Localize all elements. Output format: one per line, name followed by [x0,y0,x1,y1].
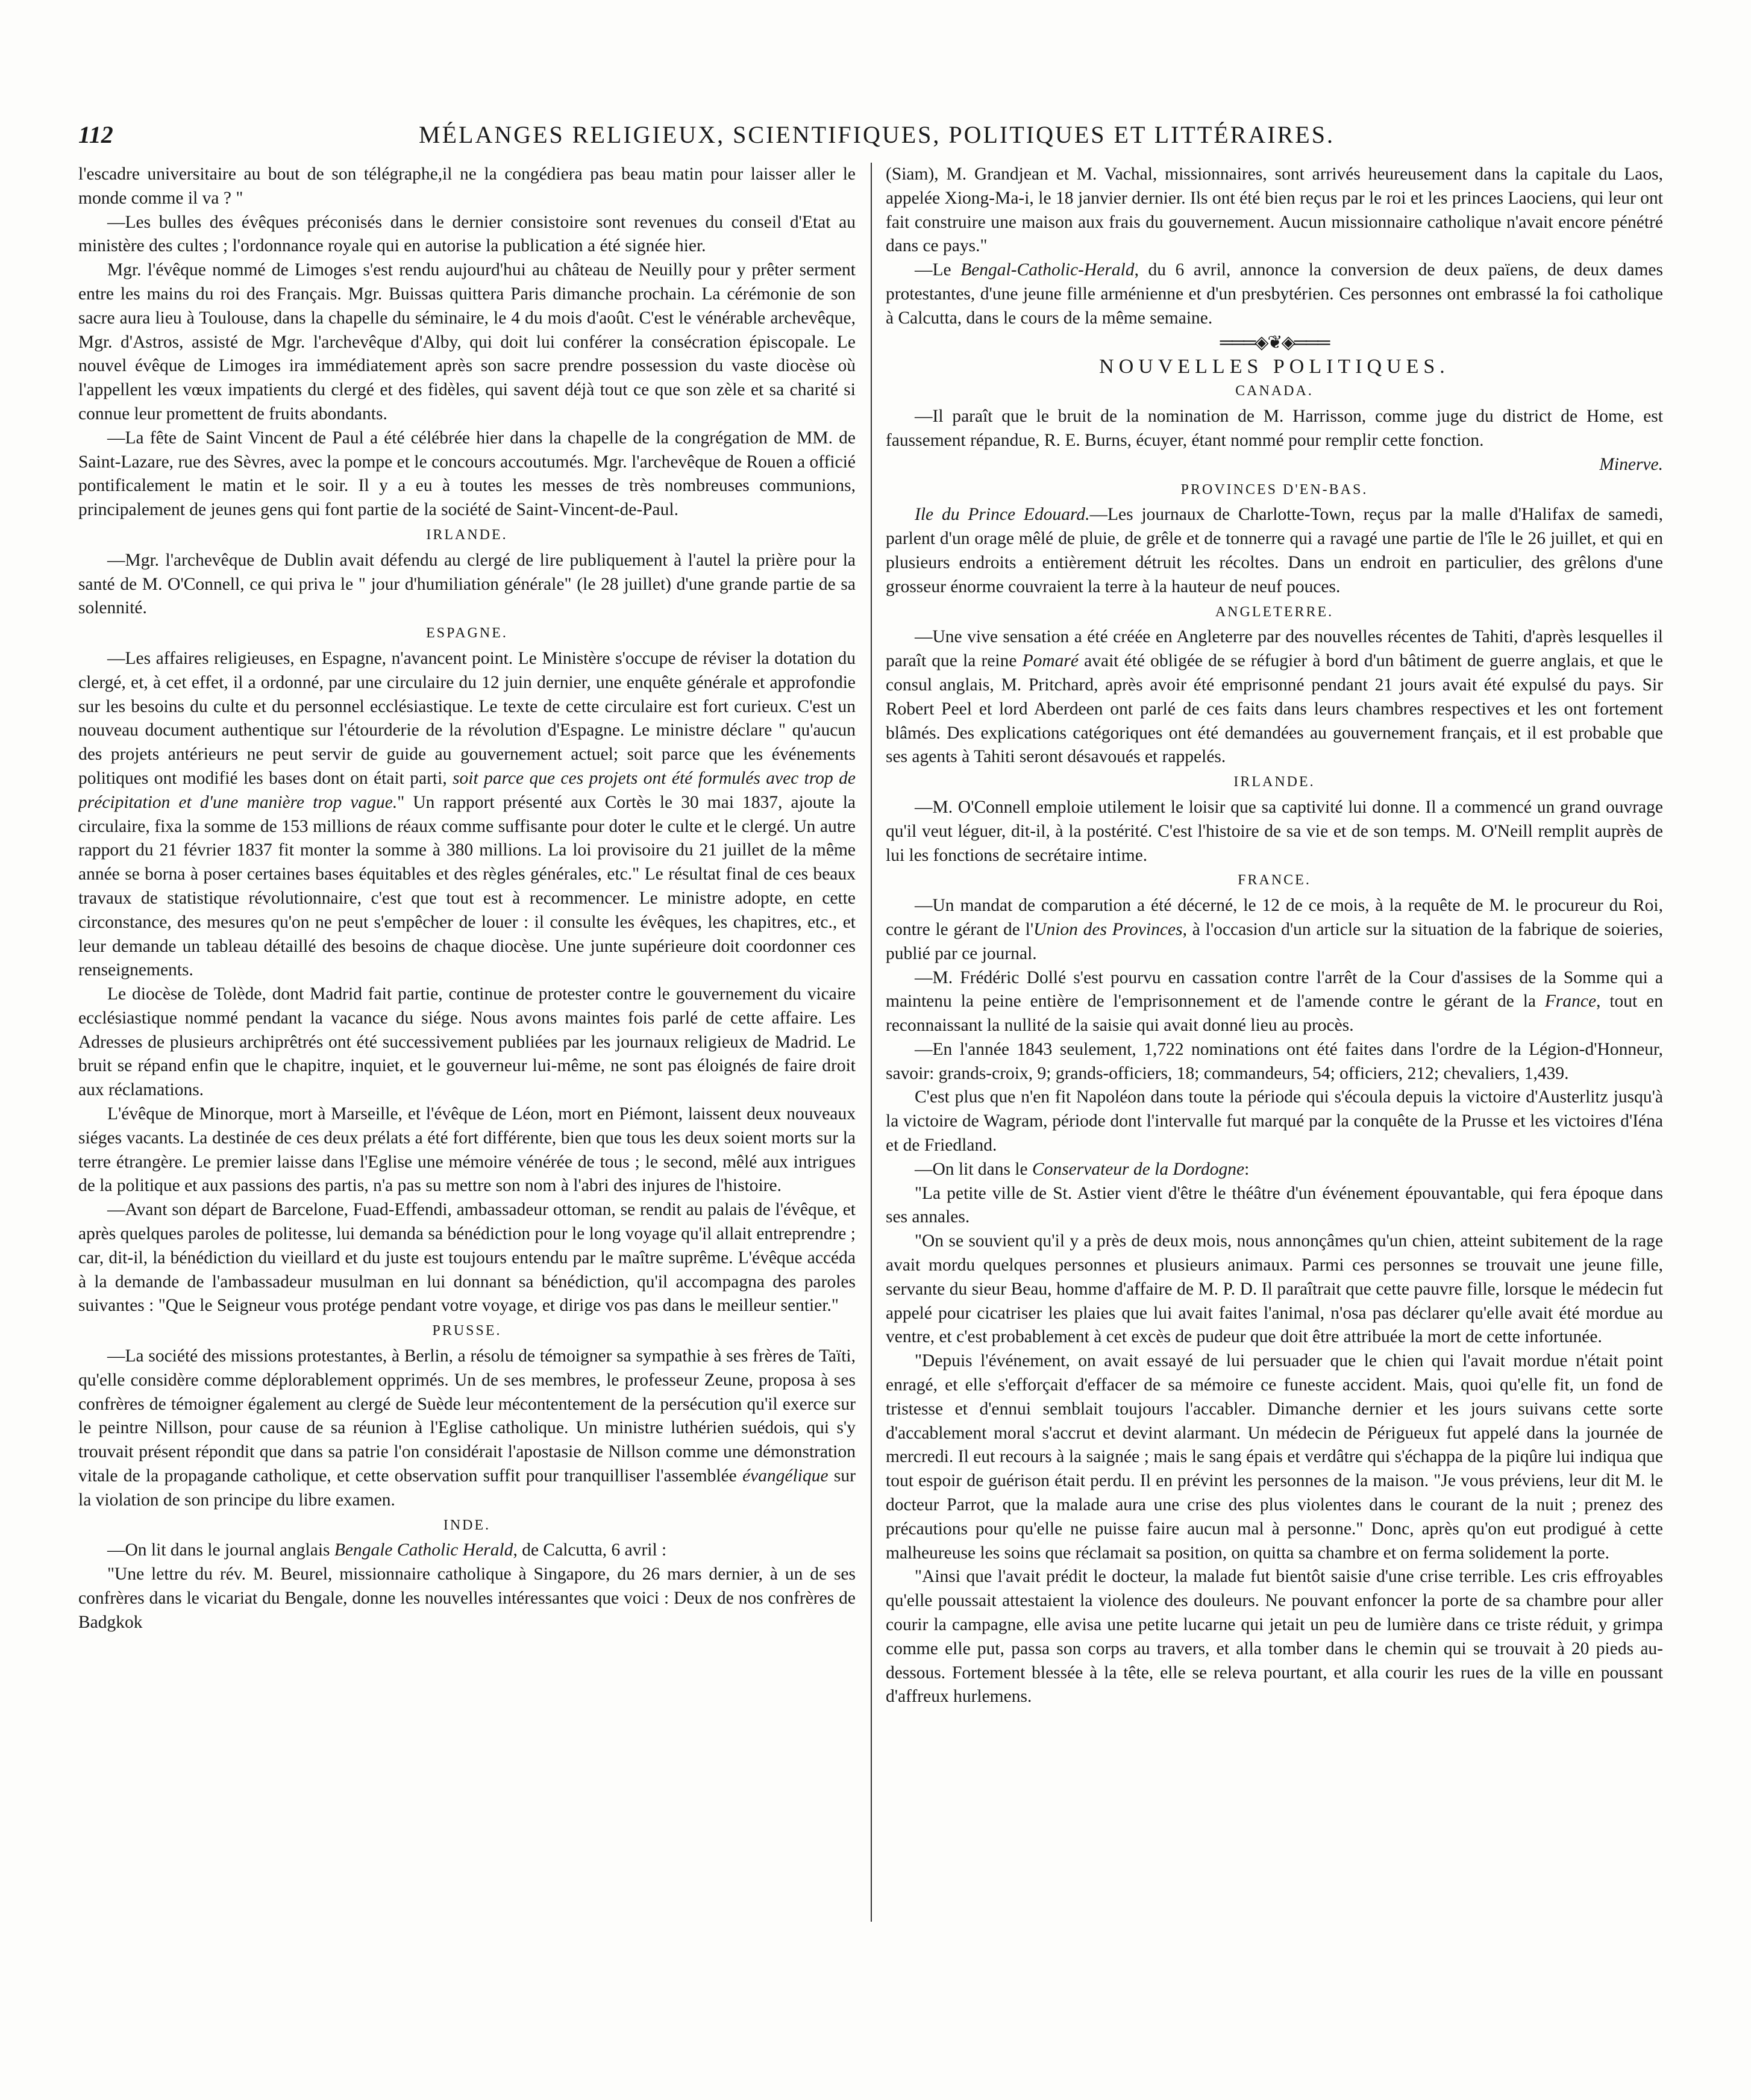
article-paragraph: —Une vive sensation a été créée en Angleterre par des nouvelles récentes de Tahiti, d'après lesquelles il paraît que la reine Pomaré avait été obligée de se réfugier à bord d'un bâtiment de guerre anglais, et que le consul anglais, M. Pritchard, après avoir été emprisonné pendant 21 jours avait été expulsé du pays. Sir Robert Peel et lord Aberdeen ont parlé de ces faits dans leurs chambres respectives et les ont fortement blâmés. Des explications catégoriques ont été demandées au gouvernement français, et il est probable que ses agents à Tahiti seront désavoués et rappelés. [886,627,1663,767]
article-paragraph: —Les affaires religieuses, en Espagne, n'avancent point. Le Ministère s'occupe de réviser la dotation du clergé, et, à cet effet, il a ordonné, par une circulaire du 12 juin dernier, une enquête générale et approfondie sur les besoins du culte et du personnel ecclésiastique. Le texte de cette circulaire est fort curieux. C'est un nouveau document authentique sur l'étourderie de la révolution d'Espagne. Le ministre déclare " qu'aucun des projets antérieurs ne peut servir de guide au gouvernement actuel; soit parce que les événements politiques ont modifié les bases dont on était parti, soit parce que ces projets ont été formulés avec trop de précipitation et d'une manière trop vague." Un rapport présenté aux Cortès le 30 mai 1837, ajoute la circulaire, fixa la somme de 153 millions de réaux comme suffisante pour doter le culte et le clergé. Un autre rapport du 21 février 1837 fit monter la somme à 380 millions. La loi provisoire du 21 juillet de la même année se borna à poser certaines bases équitables et des règles générales, etc." Le résultat final de ces beaux travaux de statistique révolutionnaire, c'est que tout est à recommencer. Le ministre adopte, en cette circonstance, des mesures qu'on ne peut s'empêcher de louer : il consulte les évêques, les chapitres, etc., et leur demande un tableau détaillé des besoins de chaque diocèse. Une junte supérieure doit coordonner ces renseignements. [78,648,856,980]
italic-word: évangélique [742,1466,829,1486]
newspaper-title: Bengale Catholic Herald [334,1540,513,1560]
article-paragraph: —En l'année 1843 seulement, 1,722 nominations ont été faites dans l'ordre de la Légion-d'Honneur, savoir: grands-croix, 9; grands-officiers, 18; commandeurs, 54; officiers, 212; chevaliers, 1,439. [886,1039,1663,1083]
article-paragraph: Le diocèse de Tolède, dont Madrid fait partie, continue de protester contre le gouvernement du vicaire ecclésiastique nommé pendant la vacance du siége. Nous avons maintes fois parlé de cette affaire. Les Adresses de plusieurs archiprêtrés ont été successivement publiées par les journaux religieux de Madrid. Le bruit se répand enfin que le chapitre, inquiet, et le gouverneur lui-même, ne sont pas éloignés de faire droit aux réclamations. [78,984,856,1100]
article-paragraph: —On lit dans le Conservateur de la Dordogne: [915,1159,1250,1179]
article-paragraph: Mgr. l'évêque nommé de Limoges s'est rendu aujourd'hui au château de Neuilly pour y prêter serment entre les mains du roi des Français. Mgr. Buissas quittera Paris dimanche prochain. La cérémonie de son sacre aura lieu à Toulouse, dans la chapelle du séminaire, le 4 du mois d'août. C'est le vénérable archevêque, Mgr. d'Astros, assisté de Mgr. l'archevêque d'Alby, qui doit lui conférer la consécration épiscopale. Le nouvel évêque de Limoges ira immédiatement après son sacre prendre possession du vaste diocèse où l'appellent les vœux impatients du clergé et des fidèles, qui savent déjà tout ce que son zèle et sa charité si connue leur promettent de fruits abondants. [78,260,856,423]
running-title: MÉLANGES RELIGIEUX, SCIENTIFIQUES, POLITIQUES ET LITTÉRAIRES. [419,121,1335,148]
article-paragraph: —Les bulles des évêques préconisés dans le dernier consistoire sont revenues du conseil d'Etat au ministère des cultes ; l'ordonnance royale qui en autorise la publication a été signée hier. [78,212,856,256]
article-paragraph: "On se souvient qu'il y a près de deux mois, nous annonçâmes qu'un chien, atteint subitement de la rage avait mordu quelques personnes et plusieurs animaux. Parmi ces personnes se trouvait une jeune fille, servante du sieur Beau, homme d'affaire de M. P. D. Il paraîtrait que cette pauvre fille, lorsque le médecin fut appelé pour cicatriser les plaies que lui avait faites l'animal, n'osa pas déclarer qu'elle avait été mordue au ventre, et c'est probablement à cet excès de pudeur que doit être attribuée la mort de cette infortunée. [886,1231,1663,1347]
page-header [78,120,1675,157]
italic-name: Pomaré [1022,651,1079,671]
section-heading-france: FRANCE. [1238,872,1311,889]
section-heading-canada: CANADA. [1235,383,1314,399]
article-paragraph: C'est plus que n'en fit Napoléon dans toute la période qui s'écoula depuis la victoire d'Austerlitz jusqu'à la victoire de Wagram, période dont l'intervalle fut marqué par la conquête de la Prusse et les victoires d'Iéna et de Friedland. [886,1087,1663,1155]
place-name: Ile du Prince Edouard. [915,505,1090,525]
left-column [78,163,856,1922]
section-heading-angleterre: ANGLETERRE. [1215,604,1334,620]
section-heading-prusse: PRUSSE. [432,1323,502,1339]
newspaper-title: Union des Provinces [1033,919,1183,939]
section-heading-inde: INDE. [443,1517,491,1533]
article-paragraph: —Mgr. l'archevêque de Dublin avait défendu au clergé de lire publiquement à l'autel la prière pour la santé de M. O'Connell, ce qui priva le " jour d'humiliation générale" (le 28 juillet) d'une grande partie de sa solennité. [78,550,856,618]
newspaper-title: Bengal-Catholic-Herald [960,260,1135,280]
section-heading-nouvelles-politiques: NOUVELLES POLITIQUES. [1099,355,1450,378]
article-paragraph: (Siam), M. Grandjean et M. Vachal, missionnaires, sont arrivés heureusement dans la capitale du Laos, appelée Xiong-Ma-i, le 18 janvier dernier. Ils ont été bien reçus par le roi et les princes Laociens, qui leur ont fait construire une maison aux frais du gouvernement. Aucun missionnaire catholique n'avait encore pénétré dans ce pays." [886,164,1663,256]
source-signature: Minerve. [1599,454,1663,474]
article-paragraph: —M. O'Connell emploie utilement le loisir que sa captivité lui donne. Il a commencé un grand ouvrage qu'il veut léguer, dit-il, à la postérité. C'est l'histoire de sa vie et de son temps. M. O'Neill remplit auprès de lui les fonctions de secrétaire intime. [886,797,1663,865]
article-paragraph: Ile du Prince Edouard.—Les journaux de Charlotte-Town, reçus par la malle d'Halifax de samedi, parlent d'un orage mêlé de pluie, de grêle et de tonnerre qui a ravagé une partie de l'île le 26 juillet, et qui en plusieurs endroits a entièrement détruit les récoltes. Dans un endroit en particulier, des grêlons d'une grosseur énorme couvraient la terre à la hauteur de neuf pouces. [886,505,1663,596]
article-paragraph: —La société des missions protestantes, à Berlin, a résolu de témoigner sa sympathie à ses frères de Taïti, qu'elle considère comme déplorablement opprimés. Un de ses membres, le professeur Zeune, proposa à ses confrères de témoigner également au clergé de Suède leur mécontentement de la persécution qu'il exerce sur le peintre Nillson, pour cause de sa réunion à l'Eglise catholique. Un ministre luthérien suédois, qui s'y trouvait présent répondit que dans sa patrie l'on considérait l'apostasie de Nillson comme une démonstration vitale de la propagande catholique, et cette observation suffit pour tranquilliser l'assemblée évangélique sur la violation de son principe du libre examen. [78,1346,856,1510]
italic-quote: soit parce que ces projets ont été formulés avec trop de précipitation et d'une manière trop vague. [78,768,856,812]
article-paragraph: —Avant son départ de Barcelone, Fuad-Effendi, ambassadeur ottoman, se rendit au palais de l'évêque, et après quelques paroles de politesse, lui demanda sa bénédiction pour le long voyage qu'il allait entreprendre ; car, dit-il, la bénédiction du vieillard et du juste est toujours entendu par le maître suprême. L'évêque accéda à la demande de l'ambassadeur musulman en lui donnant sa bénédiction, qu'il accompagna des paroles suivantes : "Que le Seigneur vous protége pendant votre voyage, et dirige vos pas dans le meilleur sentier." [78,1200,856,1316]
article-paragraph: —M. Frédéric Dollé s'est pourvu en cassation contre l'arrêt de la Cour d'assises de la Somme qui a maintenu la peine entière de l'emprisonnement et de l'amende contre le gérant de la France, tout en reconnaissant la nullité de la saisie qui avait donné lieu au procès. [886,967,1663,1036]
right-column [886,163,1663,1922]
section-heading-irlande: IRLANDE. [426,527,508,543]
newspaper-title: Conservateur de la Dordogne [1032,1159,1245,1179]
article-paragraph: —La fête de Saint Vincent de Paul a été célébrée hier dans la chapelle de la congrégation de MM. de Saint-Lazare, rue des Sèvres, avec la pompe et le concours accoutumés. Mgr. l'archevêque de Rouen a officié pontificalement le matin et le soir. Il y a eu à toutes les messes de très nombreuses communions, principalement de jeunes gens qui font partie de la société de Saint-Vincent-de-Paul. [78,428,856,520]
section-heading-provinces: PROVINCES D'EN-BAS. [1180,481,1368,498]
page-number: 112 [78,121,113,148]
article-paragraph: "Depuis l'événement, on avait essayé de lui persuader que le chien qui l'avait mordue n'était point enragé, et elle s'efforçait d'effacer de sa mémoire ce funeste accident. Mais, quoi qu'elle fit, un fond de tristesse et d'ennui semblait toujours l'accabler. Dimanche dernier et les jours suivans cette sorte d'accablement moral s'accrut et devint alarmant. Un médecin de Périgueux fut appelé dans la journée de mercredi. Il eut recours à la saignée ; mais le sang épais et verdâtre qui s'échappa de la piqûre lui indiqua que tout espoir de guérison était perdu. Il en prévint les personnes de la maison. "Je vous préviens, leur dit M. le docteur Parrot, que la malade aura une crise des plus violentes dans le courant de la nuit ; prenez des précautions pour qu'elle ne puisse faire aucun mal à personne." Donc, après qu'on eut prodigué à cette malheureuse les soins que réclamait sa position, on quitta sa chambre et on ferma solidement la porte. [886,1351,1663,1563]
article-paragraph: L'évêque de Minorque, mort à Marseille, et l'évêque de Léon, mort en Piémont, laissent deux nouveaux siéges vacants. La destinée de ces deux prélats a été fort différente, bien que tous les deux soient morts sur la terre étrangère. Le premier laisse dans l'Eglise une mémoire vénérée de tous ; le second, mêlé aux intrigues de la politique et aux passions des partis, n'a pas su mettre son nom à l'abri des injures de l'histoire. [78,1104,856,1196]
article-paragraph: "Ainsi que l'avait prédit le docteur, la malade fut bientôt saisie d'une crise terrible. Les cris effroyables qu'elle poussait attestaient la violence des douleurs. Ne pouvant enfoncer la porte de sa chambre pour aller courir la campagne, elle avisa une petite lucarne qui jetait un peu de lumière dans ce triste réduit, y grimpa comme elle put, passa son corps au travers, et alla tomber dans le chemin qui se trouvait à 20 pieds au-dessous. Fortement blessée à la tête, elle se releva pourtant, et alla courir les rues de la ville en poussant d'affreux hurlemens. [886,1567,1663,1707]
ornament-divider: ═══◈❦◈═══ [1220,332,1329,352]
article-paragraph: "La petite ville de St. Astier vient d'être le théâtre d'un événement épouvantable, qui fera époque dans ses annales. [886,1183,1663,1227]
section-heading-espagne: ESPAGNE. [426,625,508,642]
article-paragraph: —Le Bengal-Catholic-Herald, du 6 avril, annonce la conversion de deux païens, de deux dames protestantes, d'une jeune fille arménienne et d'un presbytérien. Ces personnes ont embrassé la foi catholique à Calcutta, dans le cours de la même semaine. [886,260,1663,328]
column-divider [871,163,872,1922]
newspaper-title: France [1544,992,1597,1011]
article-paragraph: —On lit dans le journal anglais Bengale Catholic Herald, de Calcutta, 6 avril : [107,1540,667,1560]
section-heading-irlande: IRLANDE. [1233,774,1315,790]
article-paragraph: "Une lettre du rév. M. Beurel, missionnaire catholique à Singapore, du 26 mars dernier, à un de ses confrères dans le vicariat du Bengale, donne les nouvelles intéressantes que voici : Deux de nos confrères de Badgkok [78,1564,856,1632]
article-paragraph: —Il paraît que le bruit de la nomination de M. Harrisson, comme juge du district de Home, est faussement répandue, R. E. Burns, écuyer, étant nommé pour remplir cette fonction. [886,407,1663,450]
article-paragraph: —Un mandat de comparution a été décerné, le 12 de ce mois, à la requête de M. le procureur du Roi, contre le gérant de l'Union des Provinces, à l'occasion d'un article sur la situation de la fabrique de soieries, publié par ce journal. [886,896,1663,963]
article-paragraph: l'escadre universitaire au bout de son télégraphe,il ne la congédiera pas beau matin pour laisser aller le monde comme il va ? " [78,164,856,208]
